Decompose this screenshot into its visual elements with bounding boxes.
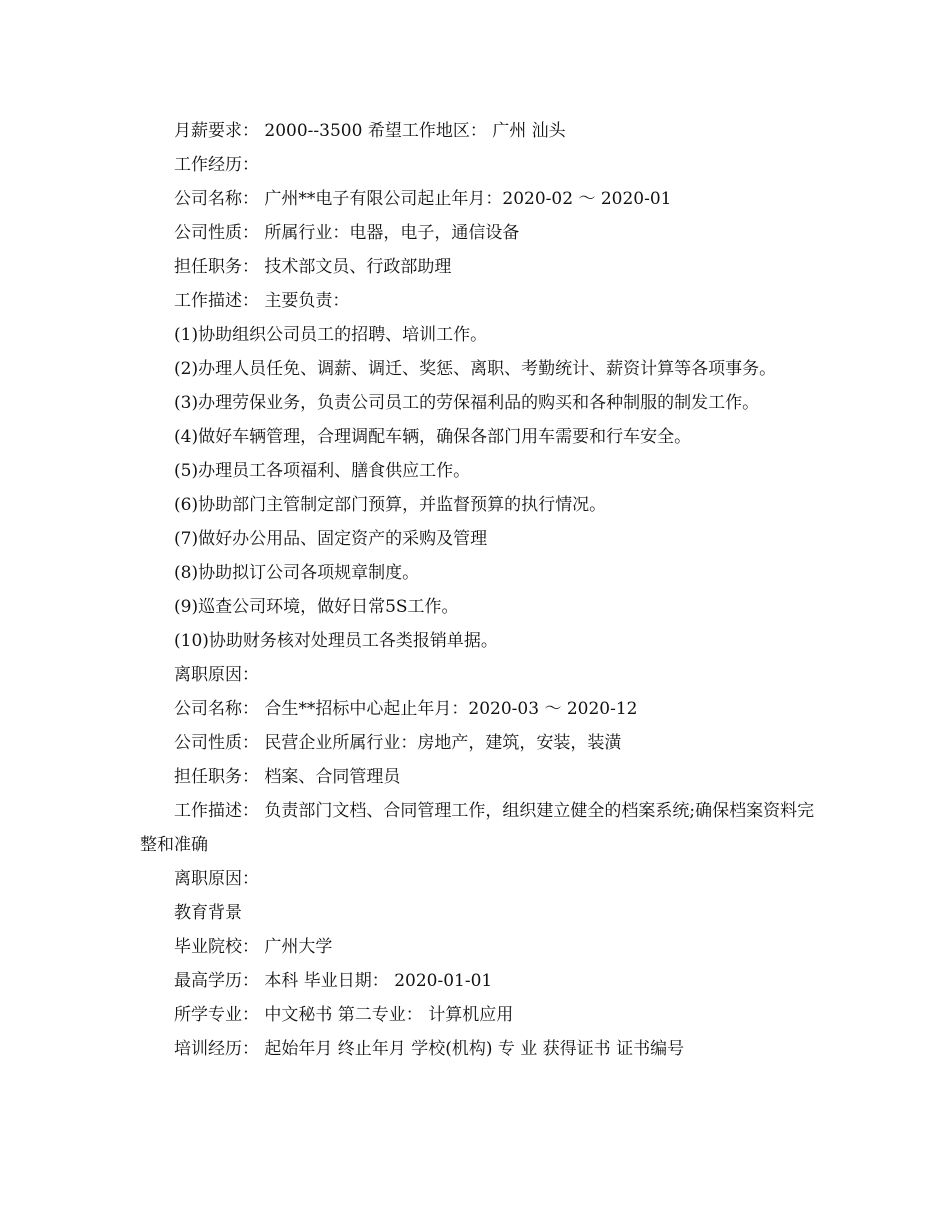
duty-item: (8)协助拟订公司各项规章制度。	[174, 563, 420, 583]
duty-item: (7)做好办公用品、固定资产的采购及管理	[174, 529, 488, 549]
degree-line: 最高学历： 本科 毕业日期： 2020-01-01	[174, 971, 493, 991]
duty-item: (9)巡查公司环境，做好日常5S工作。	[174, 597, 459, 617]
duty-item: (2)办理人员任免、调薪、调迁、奖惩、离职、考勤统计、薪资计算等各项事务。	[174, 359, 777, 379]
duty-item: (10)协助财务核对处理员工各类报销单据。	[174, 631, 498, 651]
company-name-line: 公司名称： 合生**招标中心起止年月：2020-03 ～ 2020-12	[174, 699, 638, 719]
duty-item: (3)办理劳保业务，负责公司员工的劳保福利品的购买和各种制服的制发工作。	[174, 393, 760, 413]
job-description-line: 工作描述： 主要负责：	[174, 291, 350, 311]
position-line: 担任职务： 技术部文员、行政部助理	[174, 257, 452, 277]
training-line: 培训经历： 起始年月 终止年月 学校(机构) 专 业 获得证书 证书编号	[174, 1039, 685, 1059]
company-type-line: 公司性质： 民营企业所属行业：房地产，建筑，安装，装潢	[174, 733, 622, 753]
duty-item: (4)做好车辆管理，合理调配车辆，确保各部门用车需要和行车安全。	[174, 427, 692, 447]
salary-expectation-line: 月薪要求： 2000--3500 希望工作地区： 广州 汕头	[174, 121, 566, 141]
duty-item: (6)协助部门主管制定部门预算，并监督预算的执行情况。	[174, 495, 607, 515]
duty-item: (5)办理员工各项福利、膳食供应工作。	[174, 461, 471, 481]
leave-reason-line: 离职原因：	[174, 665, 259, 685]
major-line: 所学专业： 中文秘书 第二专业： 计算机应用	[174, 1005, 514, 1025]
school-line: 毕业院校： 广州大学	[174, 937, 333, 957]
company-name-line: 公司名称： 广州**电子有限公司起止年月：2020-02 ～ 2020-01	[174, 189, 672, 209]
job-description-line: 工作描述： 负责部门文档、合同管理工作，组织建立健全的档案系统;确保档案资料完整和准确	[140, 801, 815, 855]
education-heading: 教育背景	[174, 903, 242, 923]
work-experience-heading: 工作经历：	[174, 155, 259, 175]
document-body	[140, 114, 816, 1066]
position-line: 担任职务： 档案、合同管理员	[174, 767, 401, 787]
duty-item: (1)协助组织公司员工的招聘、培训工作。	[174, 325, 488, 345]
leave-reason-line: 离职原因：	[174, 869, 259, 889]
company-type-line: 公司性质： 所属行业：电器，电子，通信设备	[174, 223, 520, 243]
